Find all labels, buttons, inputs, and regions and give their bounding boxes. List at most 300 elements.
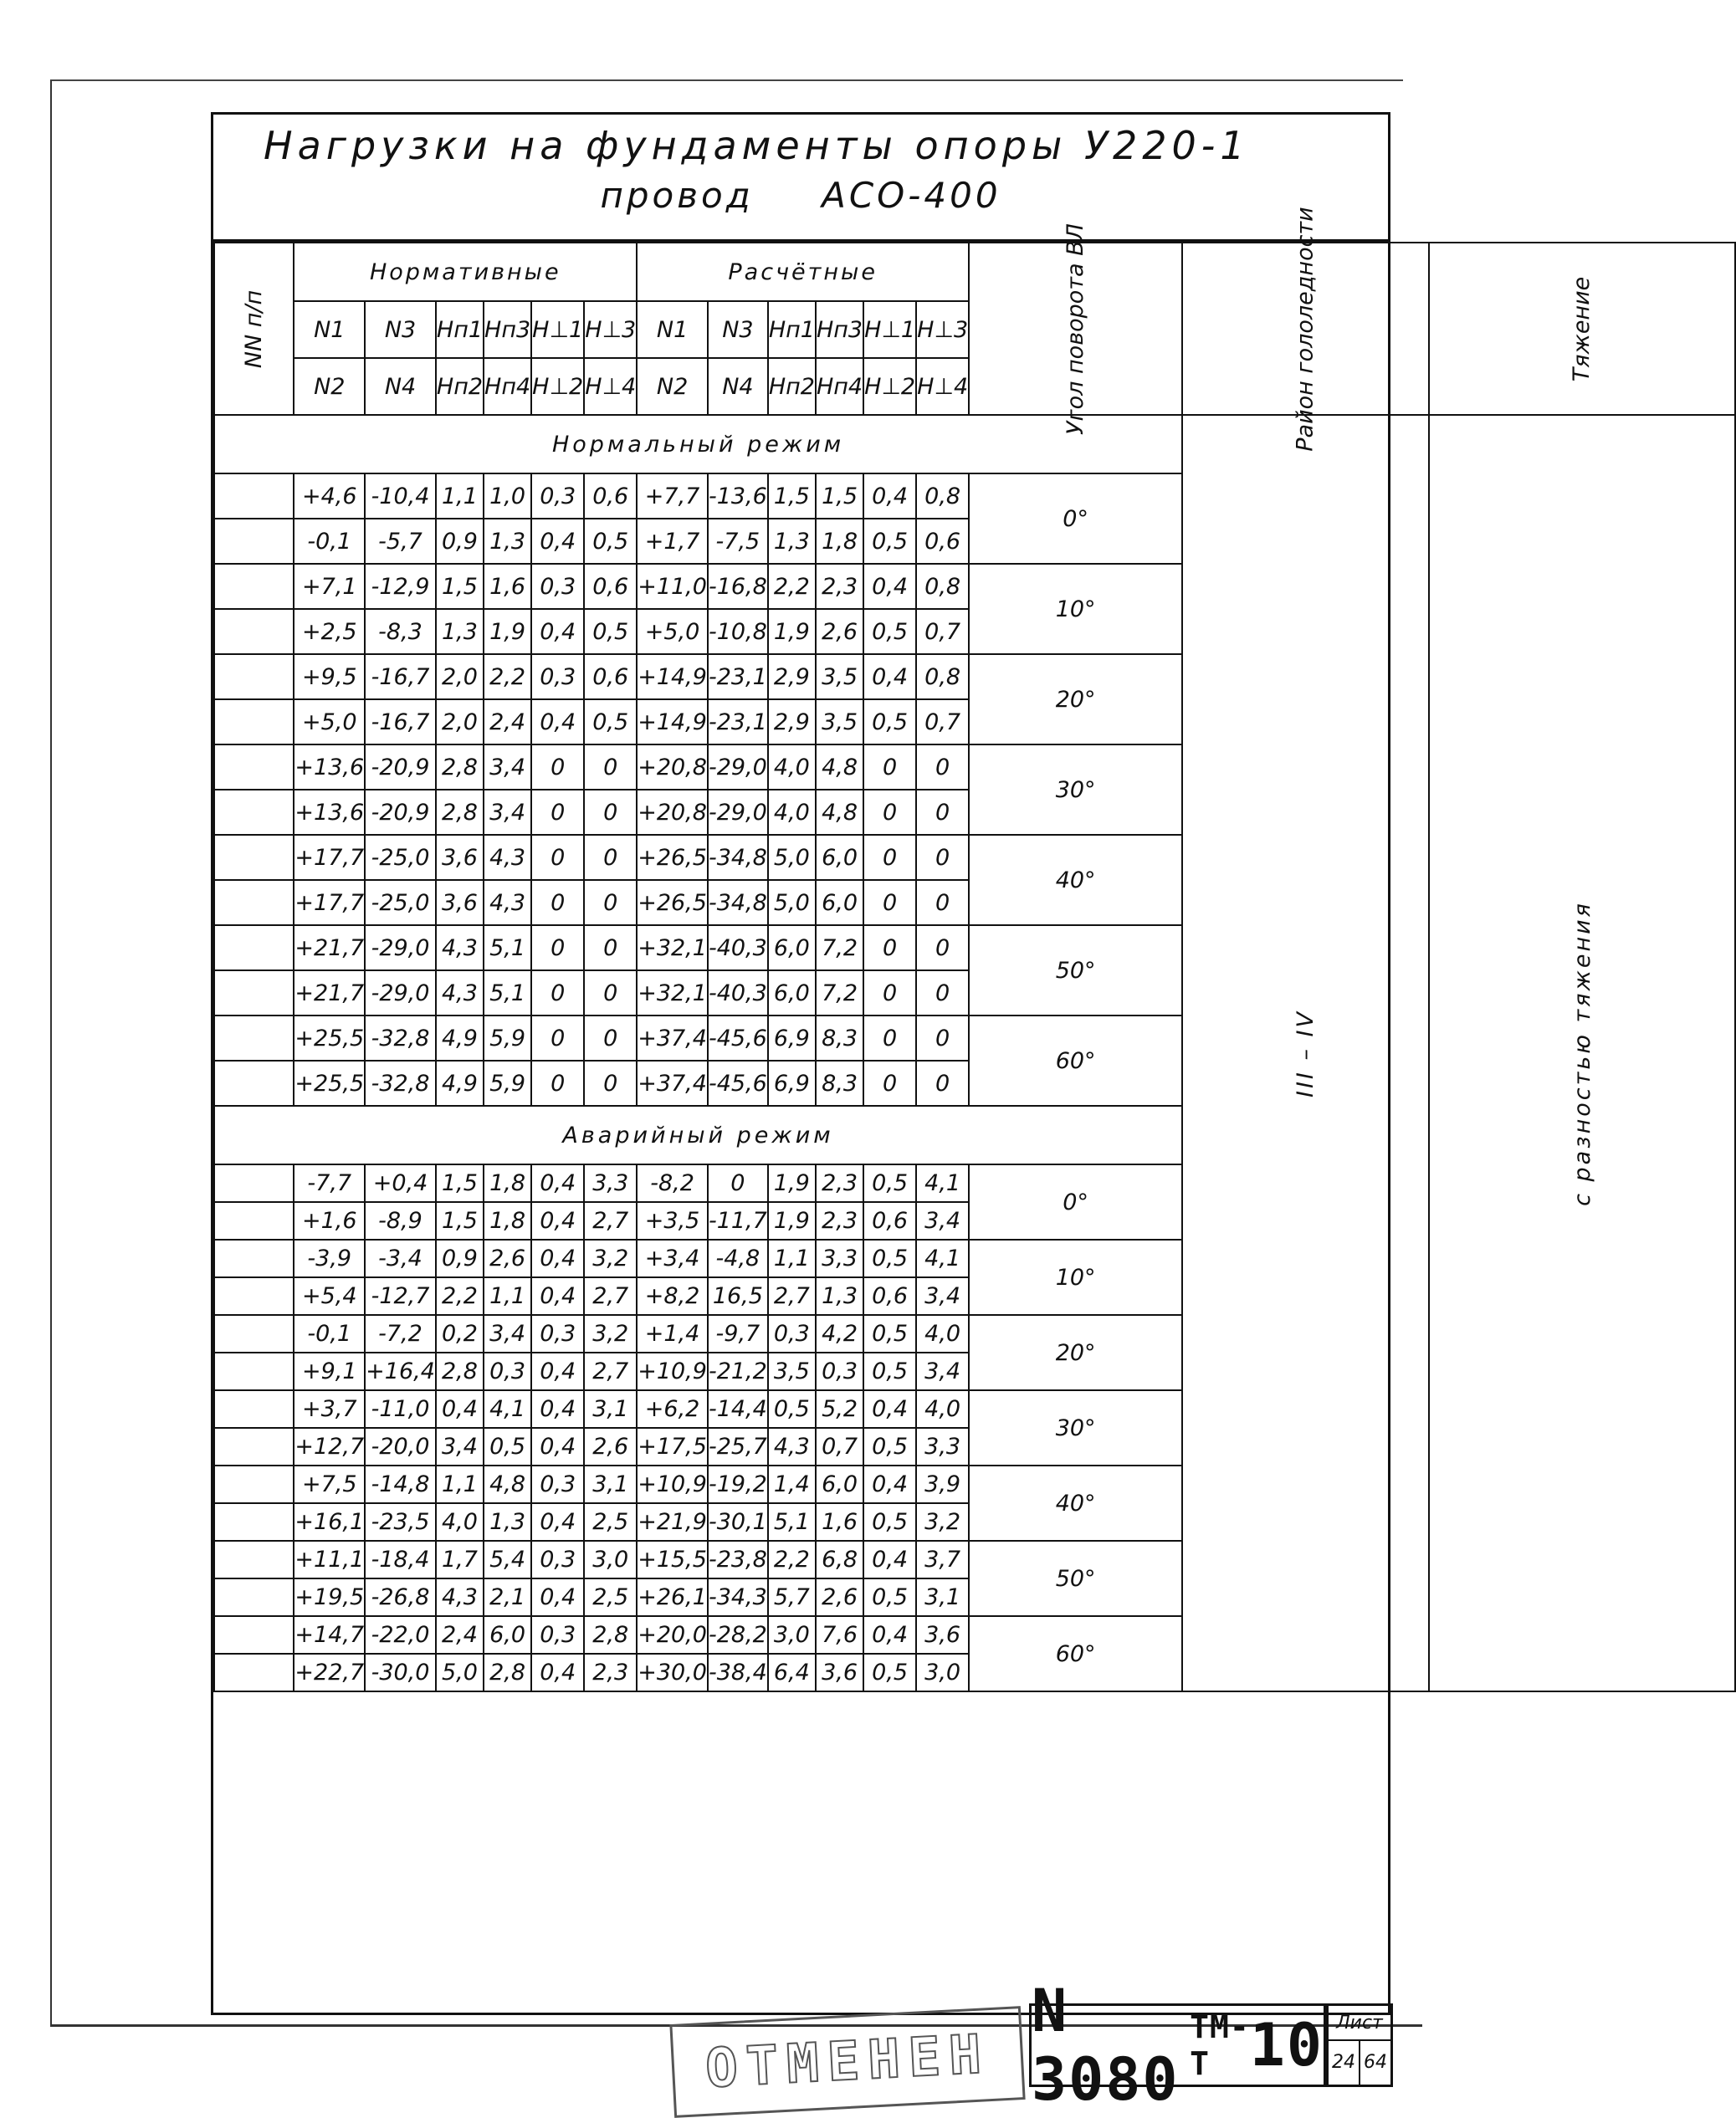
- value-cell: 5,2: [816, 1390, 863, 1428]
- value-cell: +20,8: [637, 744, 708, 790]
- value-cell: 6,0: [768, 925, 816, 970]
- value-cell: +2,5: [294, 609, 365, 654]
- value-cell: 2,3: [816, 564, 863, 609]
- value-cell: 4,3: [768, 1428, 816, 1466]
- value-cell: 0,3: [531, 564, 584, 609]
- header-angle-text: Угол поворота ВЛ: [1063, 223, 1089, 435]
- angle-cell: 40°: [969, 835, 1182, 925]
- value-cell: 2,3: [584, 1654, 637, 1691]
- value-cell: 0: [863, 1061, 916, 1106]
- value-cell: 0,7: [916, 699, 969, 744]
- value-cell: 3,0: [916, 1654, 969, 1691]
- row-number-cell: [214, 1578, 294, 1616]
- row-number-cell: [214, 835, 294, 880]
- value-cell: 3,2: [916, 1503, 969, 1541]
- title-wire-type: АСО-400: [822, 175, 1001, 216]
- header-symbol-bottom: Hп4: [484, 358, 531, 415]
- tension-value: [1429, 415, 1736, 1691]
- value-cell: 3,3: [584, 1164, 637, 1202]
- value-cell: 3,0: [584, 1541, 637, 1578]
- row-number-cell: [214, 1315, 294, 1353]
- value-cell: 0,5: [863, 1578, 916, 1616]
- header-normative: Нормативные: [294, 243, 637, 301]
- row-number-cell: [214, 790, 294, 835]
- value-cell: 4,0: [916, 1315, 969, 1353]
- value-cell: 0: [584, 925, 637, 970]
- sheet-number: 24: [1329, 2041, 1360, 2085]
- row-number-cell: [214, 473, 294, 519]
- value-cell: 0,5: [863, 1315, 916, 1353]
- row-number-cell: [214, 1164, 294, 1202]
- value-cell: 4,1: [916, 1164, 969, 1202]
- value-cell: +16,4: [365, 1353, 436, 1390]
- value-cell: +26,5: [637, 835, 708, 880]
- header-symbol-top: Hп3: [484, 301, 531, 358]
- angle-cell: 0°: [969, 473, 1182, 564]
- value-cell: +3,7: [294, 1390, 365, 1428]
- header-symbol-top: H⊥1: [531, 301, 584, 358]
- value-cell: -10,4: [365, 473, 436, 519]
- document-number: [1029, 1977, 1326, 2114]
- value-cell: 4,1: [916, 1240, 969, 1277]
- value-cell: -19,2: [708, 1466, 768, 1503]
- value-cell: +17,7: [294, 880, 365, 925]
- value-cell: 0: [531, 790, 584, 835]
- value-cell: 4,2: [816, 1315, 863, 1353]
- value-cell: 2,6: [484, 1240, 531, 1277]
- value-cell: 2,8: [584, 1616, 637, 1654]
- value-cell: 0: [584, 1061, 637, 1106]
- value-cell: +10,9: [637, 1466, 708, 1503]
- row-number-cell: [214, 1277, 294, 1315]
- value-cell: +21,9: [637, 1503, 708, 1541]
- value-cell: 1,6: [484, 564, 531, 609]
- sheet-label: Лист: [1329, 2008, 1390, 2041]
- value-cell: 1,5: [816, 473, 863, 519]
- value-cell: 3,6: [436, 835, 484, 880]
- value-cell: +20,0: [637, 1616, 708, 1654]
- value-cell: -9,7: [708, 1315, 768, 1353]
- value-cell: 4,0: [768, 744, 816, 790]
- header-symbol-bottom: N2: [637, 358, 708, 415]
- loads-table: [213, 206, 1736, 1692]
- value-cell: +30,0: [637, 1654, 708, 1691]
- value-cell: 0,6: [584, 654, 637, 699]
- value-cell: 0,8: [916, 564, 969, 609]
- value-cell: 0,6: [863, 1202, 916, 1240]
- value-cell: 4,8: [816, 744, 863, 790]
- value-cell: +14,7: [294, 1616, 365, 1654]
- value-cell: 1,9: [484, 609, 531, 654]
- value-cell: 3,5: [816, 699, 863, 744]
- value-cell: -29,0: [708, 744, 768, 790]
- row-number-cell: [214, 1061, 294, 1106]
- value-cell: 6,0: [484, 1616, 531, 1654]
- value-cell: 0,3: [531, 1541, 584, 1578]
- header-symbol-bottom: N4: [708, 358, 768, 415]
- value-cell: -8,9: [365, 1202, 436, 1240]
- angle-cell: 40°: [969, 1466, 1182, 1541]
- value-cell: 16,5: [708, 1277, 768, 1315]
- value-cell: -16,8: [708, 564, 768, 609]
- value-cell: 4,3: [484, 835, 531, 880]
- value-cell: 0: [584, 1016, 637, 1061]
- value-cell: 6,4: [768, 1654, 816, 1691]
- value-cell: -20,9: [365, 744, 436, 790]
- value-cell: 2,9: [768, 699, 816, 744]
- value-cell: 0,3: [531, 1315, 584, 1353]
- value-cell: -20,9: [365, 790, 436, 835]
- header-symbol-top: H⊥1: [863, 301, 916, 358]
- value-cell: 0,4: [863, 1616, 916, 1654]
- value-cell: 3,2: [584, 1240, 637, 1277]
- value-cell: -23,1: [708, 654, 768, 699]
- row-number-cell: [214, 609, 294, 654]
- value-cell: 2,5: [584, 1578, 637, 1616]
- value-cell: 0,2: [436, 1315, 484, 1353]
- value-cell: +5,0: [294, 699, 365, 744]
- value-cell: 0,4: [863, 564, 916, 609]
- value-cell: 0,4: [531, 1164, 584, 1202]
- value-cell: 0: [584, 744, 637, 790]
- value-cell: 4,0: [916, 1390, 969, 1428]
- value-cell: 4,0: [436, 1503, 484, 1541]
- header-symbol-bottom: N4: [365, 358, 436, 415]
- header-symbol-top: N3: [365, 301, 436, 358]
- section-normal: Нормальный режим: [214, 415, 1182, 473]
- header-symbol-bottom: N2: [294, 358, 365, 415]
- value-cell: 0: [531, 1016, 584, 1061]
- value-cell: -12,7: [365, 1277, 436, 1315]
- value-cell: 3,6: [816, 1654, 863, 1691]
- value-cell: 2,3: [816, 1164, 863, 1202]
- angle-cell: 20°: [969, 654, 1182, 744]
- value-cell: -4,8: [708, 1240, 768, 1277]
- row-number-cell: [214, 1240, 294, 1277]
- value-cell: -7,7: [294, 1164, 365, 1202]
- value-cell: 0: [916, 925, 969, 970]
- header-tension-text: Тяжение: [1569, 276, 1595, 381]
- value-cell: 0,3: [531, 654, 584, 699]
- header-symbol-top: N1: [637, 301, 708, 358]
- value-cell: 0,5: [863, 609, 916, 654]
- value-cell: +3,5: [637, 1202, 708, 1240]
- header-angle: [969, 223, 1182, 435]
- value-cell: 3,0: [768, 1616, 816, 1654]
- angle-cell: 0°: [969, 1164, 1182, 1240]
- value-cell: -7,5: [708, 519, 768, 564]
- row-number-cell: [214, 970, 294, 1016]
- value-cell: -3,4: [365, 1240, 436, 1277]
- value-cell: 2,8: [484, 1654, 531, 1691]
- value-cell: 7,2: [816, 970, 863, 1016]
- value-cell: 0: [531, 925, 584, 970]
- value-cell: 5,7: [768, 1578, 816, 1616]
- value-cell: +37,4: [637, 1061, 708, 1106]
- value-cell: 0,3: [484, 1353, 531, 1390]
- value-cell: -23,8: [708, 1541, 768, 1578]
- row-number-cell: [214, 925, 294, 970]
- value-cell: 5,0: [436, 1654, 484, 1691]
- value-cell: -18,4: [365, 1541, 436, 1578]
- value-cell: 1,3: [436, 609, 484, 654]
- value-cell: 5,0: [768, 835, 816, 880]
- value-cell: 2,8: [436, 1353, 484, 1390]
- tension-value-text: с разностью тяжения: [1569, 900, 1595, 1206]
- value-cell: +14,9: [637, 654, 708, 699]
- value-cell: +26,5: [637, 880, 708, 925]
- value-cell: 0,4: [863, 1390, 916, 1428]
- angle-cell: 60°: [969, 1616, 1182, 1691]
- value-cell: 2,4: [436, 1616, 484, 1654]
- value-cell: -32,8: [365, 1016, 436, 1061]
- value-cell: 0,3: [768, 1315, 816, 1353]
- value-cell: +32,1: [637, 970, 708, 1016]
- value-cell: +32,1: [637, 925, 708, 970]
- value-cell: 0,6: [584, 564, 637, 609]
- value-cell: 3,2: [584, 1315, 637, 1353]
- value-cell: 2,0: [436, 699, 484, 744]
- value-cell: 4,8: [816, 790, 863, 835]
- value-cell: -29,0: [708, 790, 768, 835]
- value-cell: 5,9: [484, 1016, 531, 1061]
- value-cell: 1,5: [768, 473, 816, 519]
- value-cell: 0,4: [531, 1202, 584, 1240]
- doc-number-main: N 3080: [1032, 1977, 1180, 2114]
- value-cell: +9,5: [294, 654, 365, 699]
- row-number-cell: [214, 1466, 294, 1503]
- value-cell: 6,9: [768, 1061, 816, 1106]
- value-cell: -34,8: [708, 880, 768, 925]
- value-cell: -11,0: [365, 1390, 436, 1428]
- row-number-cell: [214, 1202, 294, 1240]
- value-cell: 0: [863, 880, 916, 925]
- value-cell: +15,5: [637, 1541, 708, 1578]
- value-cell: 2,7: [584, 1202, 637, 1240]
- value-cell: 0: [531, 835, 584, 880]
- value-cell: 1,5: [436, 1164, 484, 1202]
- value-cell: 2,0: [436, 654, 484, 699]
- value-cell: -16,7: [365, 654, 436, 699]
- value-cell: -34,8: [708, 835, 768, 880]
- value-cell: 0,5: [584, 609, 637, 654]
- value-cell: 0,8: [916, 473, 969, 519]
- value-cell: 3,4: [916, 1277, 969, 1315]
- angle-cell: 60°: [969, 1016, 1182, 1106]
- header-symbol-bottom: H⊥4: [584, 358, 637, 415]
- value-cell: 0,4: [863, 473, 916, 519]
- header-symbol-top: Hп3: [816, 301, 863, 358]
- value-cell: -30,1: [708, 1503, 768, 1541]
- value-cell: +11,1: [294, 1541, 365, 1578]
- header-symbol-bottom: Hп2: [436, 358, 484, 415]
- value-cell: 0,4: [863, 1541, 916, 1578]
- value-cell: 0: [584, 970, 637, 1016]
- value-cell: 0,9: [436, 519, 484, 564]
- value-cell: 3,4: [436, 1428, 484, 1466]
- row-number-cell: [214, 1016, 294, 1061]
- row-number-cell: [214, 1654, 294, 1691]
- value-cell: 1,4: [768, 1466, 816, 1503]
- header-design: Расчётные: [637, 243, 969, 301]
- header-symbol-top: N1: [294, 301, 365, 358]
- value-cell: 1,8: [484, 1202, 531, 1240]
- value-cell: 1,9: [768, 1164, 816, 1202]
- value-cell: 0: [531, 880, 584, 925]
- value-cell: 1,0: [484, 473, 531, 519]
- sheet-total: 64: [1364, 2052, 1387, 2073]
- value-cell: 0: [584, 790, 637, 835]
- value-cell: 0,4: [531, 699, 584, 744]
- value-cell: 0: [863, 925, 916, 970]
- angle-cell: 10°: [969, 564, 1182, 654]
- value-cell: 3,6: [436, 880, 484, 925]
- value-cell: 0: [863, 1016, 916, 1061]
- value-cell: 1,5: [436, 564, 484, 609]
- value-cell: 1,9: [768, 1202, 816, 1240]
- value-cell: -23,5: [365, 1503, 436, 1541]
- value-cell: 1,3: [484, 1503, 531, 1541]
- title-line-1: Нагрузки на фундаменты опоры У220-1: [264, 123, 1250, 168]
- value-cell: +14,9: [637, 699, 708, 744]
- value-cell: 0,4: [531, 1277, 584, 1315]
- value-cell: +6,2: [637, 1390, 708, 1428]
- cancelled-stamp: [669, 2006, 1025, 2118]
- value-cell: 5,1: [768, 1503, 816, 1541]
- value-cell: 2,6: [816, 1578, 863, 1616]
- value-cell: 0,5: [863, 1164, 916, 1202]
- value-cell: -25,0: [365, 880, 436, 925]
- value-cell: 0,8: [916, 654, 969, 699]
- value-cell: 4,3: [436, 925, 484, 970]
- value-cell: 2,7: [584, 1277, 637, 1315]
- value-cell: +37,4: [637, 1016, 708, 1061]
- header-ice-district-text: Район гололедности: [1292, 206, 1319, 452]
- value-cell: 0,4: [531, 1390, 584, 1428]
- value-cell: 2,2: [768, 1541, 816, 1578]
- value-cell: 4,9: [436, 1016, 484, 1061]
- value-cell: 0,9: [436, 1240, 484, 1277]
- value-cell: -34,3: [708, 1578, 768, 1616]
- row-number-cell: [214, 699, 294, 744]
- value-cell: -10,8: [708, 609, 768, 654]
- value-cell: 5,4: [484, 1541, 531, 1578]
- value-cell: 6,0: [816, 835, 863, 880]
- value-cell: 7,6: [816, 1616, 863, 1654]
- row-number-cell: [214, 880, 294, 925]
- value-cell: 3,1: [584, 1390, 637, 1428]
- value-cell: -7,2: [365, 1315, 436, 1353]
- value-cell: +10,9: [637, 1353, 708, 1390]
- value-cell: 4,8: [484, 1466, 531, 1503]
- district-value-text: III – IV: [1292, 1009, 1319, 1097]
- value-cell: 1,1: [768, 1240, 816, 1277]
- row-number-cell: [214, 1353, 294, 1390]
- value-cell: 0,4: [531, 1654, 584, 1691]
- value-cell: 2,6: [584, 1428, 637, 1466]
- value-cell: -22,0: [365, 1616, 436, 1654]
- value-cell: 1,8: [484, 1164, 531, 1202]
- header-symbol-top: Hп1: [436, 301, 484, 358]
- value-cell: -21,2: [708, 1353, 768, 1390]
- value-cell: 0,5: [584, 519, 637, 564]
- value-cell: 3,4: [484, 1315, 531, 1353]
- row-number-cell: [214, 519, 294, 564]
- value-cell: -29,0: [365, 925, 436, 970]
- section-emergency: Аварийный режим: [214, 1106, 1182, 1164]
- value-cell: 1,3: [816, 1277, 863, 1315]
- value-cell: -14,8: [365, 1466, 436, 1503]
- value-cell: 0,5: [863, 519, 916, 564]
- value-cell: 0,4: [531, 1353, 584, 1390]
- value-cell: 0,4: [531, 1240, 584, 1277]
- value-cell: -11,7: [708, 1202, 768, 1240]
- value-cell: -40,3: [708, 925, 768, 970]
- header-symbol-bottom: H⊥4: [916, 358, 969, 415]
- header-symbol-top: Hп1: [768, 301, 816, 358]
- value-cell: +1,6: [294, 1202, 365, 1240]
- value-cell: 0,6: [863, 1277, 916, 1315]
- value-cell: +11,0: [637, 564, 708, 609]
- value-cell: +0,4: [365, 1164, 436, 1202]
- value-cell: 0,5: [863, 1353, 916, 1390]
- value-cell: +5,4: [294, 1277, 365, 1315]
- value-cell: 0,3: [531, 1616, 584, 1654]
- header-symbol-bottom: Hп4: [816, 358, 863, 415]
- value-cell: 0,4: [863, 1466, 916, 1503]
- stamp-text: ОТМЕНЕН: [704, 2023, 991, 2100]
- value-cell: 0: [916, 790, 969, 835]
- district-value: [1182, 415, 1428, 1691]
- value-cell: 0: [916, 744, 969, 790]
- value-cell: 6,0: [816, 1466, 863, 1503]
- value-cell: 2,2: [768, 564, 816, 609]
- angle-cell: 50°: [969, 1541, 1182, 1616]
- value-cell: 0,3: [531, 1466, 584, 1503]
- header-row-number-text: NN п/п: [241, 289, 268, 368]
- row-number-cell: [214, 1390, 294, 1428]
- angle-cell: 30°: [969, 744, 1182, 835]
- value-cell: +3,4: [637, 1240, 708, 1277]
- value-cell: 3,4: [484, 744, 531, 790]
- value-cell: +5,0: [637, 609, 708, 654]
- value-cell: 2,9: [768, 654, 816, 699]
- value-cell: 0: [531, 744, 584, 790]
- value-cell: 3,4: [484, 790, 531, 835]
- header-tension: [1429, 243, 1736, 415]
- value-cell: 4,0: [768, 790, 816, 835]
- value-cell: 7,2: [816, 925, 863, 970]
- value-cell: 0,5: [863, 1240, 916, 1277]
- value-cell: 0,4: [531, 519, 584, 564]
- angle-cell: 30°: [969, 1390, 1182, 1466]
- angle-cell: 20°: [969, 1315, 1182, 1390]
- row-number-cell: [214, 564, 294, 609]
- value-cell: -32,8: [365, 1061, 436, 1106]
- value-cell: 0,5: [768, 1390, 816, 1428]
- value-cell: 2,1: [484, 1578, 531, 1616]
- value-cell: 1,3: [484, 519, 531, 564]
- value-cell: 0: [863, 790, 916, 835]
- value-cell: +20,8: [637, 790, 708, 835]
- value-cell: 4,1: [484, 1390, 531, 1428]
- row-number-cell: [214, 654, 294, 699]
- value-cell: 0: [584, 835, 637, 880]
- value-cell: 2,7: [584, 1353, 637, 1390]
- value-cell: +7,5: [294, 1466, 365, 1503]
- value-cell: -8,3: [365, 609, 436, 654]
- value-cell: 4,9: [436, 1061, 484, 1106]
